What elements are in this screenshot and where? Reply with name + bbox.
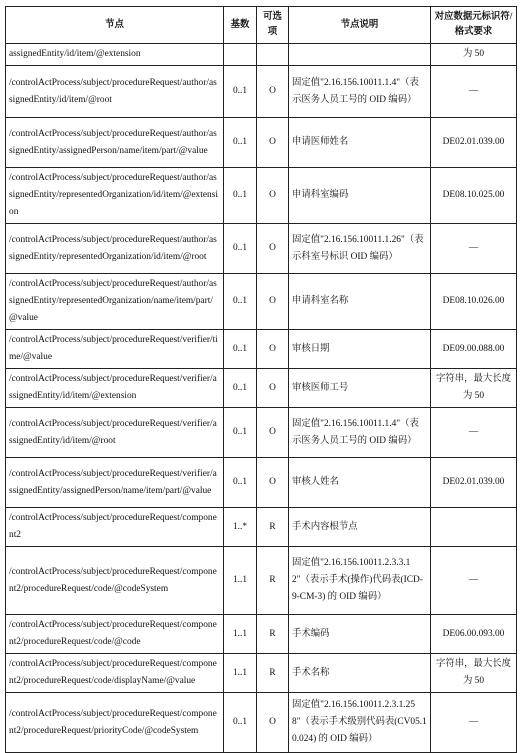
optionality: O [257,274,289,330]
node-description: 固定值"2.16.156.10011.2.3.1.258"（表示手术级别代码表(CV05.10.024) 的 OID 编码） [289,693,431,753]
data-element-id: DE08.10.025.00 [431,168,517,224]
node-description [289,44,431,66]
data-element-id: — [431,693,517,753]
table-row [6,44,517,66]
node-description: 手术名称 [289,654,431,693]
table-row [6,547,517,615]
node-description: 手术编码 [289,615,431,654]
header-standard: 对应数据元标识符/格式要求 [431,7,517,44]
node-description: 审核医师工号 [289,369,431,408]
table-row [6,458,517,508]
node-path: assignedEntity/id/item/@extension [6,44,224,66]
data-element-id [431,508,517,547]
cardinality: 0..1 [224,224,257,274]
cardinality: 0..1 [224,66,257,118]
table-row [6,508,517,547]
header-cardinality: 基数 [224,7,257,44]
data-element-id: — [431,224,517,274]
data-element-id: DE06.00.093.00 [431,615,517,654]
node-path: /controlActProcess/subject/procedureRequest/verifier/assignedEntity/id/item/@root [6,408,224,458]
cardinality: 0..1 [224,274,257,330]
header-node: 节点 [6,7,224,44]
optionality [257,44,289,66]
cardinality: 1..* [224,508,257,547]
node-description: 申请科室名称 [289,274,431,330]
data-element-id: — [431,547,517,615]
node-description: 手术内容根节点 [289,508,431,547]
node-description: 固定值"2.16.156.10011.1.4"（表示医务人员工号的 OID 编码） [289,408,431,458]
cardinality: 0..1 [224,408,257,458]
optionality: O [257,118,289,168]
optionality: O [257,458,289,508]
table-row [6,330,517,369]
optionality: O [257,66,289,118]
table-header-row [6,7,517,44]
node-description: 固定值"2.16.156.10011.1.4"（表示医务人员工号的 OID 编码） [289,66,431,118]
data-element-id: — [431,66,517,118]
node-description: 固定值"2.16.156.10011.1.26"（表示科室号标识 OID 编码） [289,224,431,274]
table-row [6,693,517,753]
cardinality: 0..1 [224,118,257,168]
table-row [6,168,517,224]
cardinality: 0..1 [224,369,257,408]
node-path: /controlActProcess/subject/procedureRequest/author/assignedEntity/representedOrganization/id/item/@extension [6,168,224,224]
node-path: /controlActProcess/subject/procedureRequest/component2/procedureRequest/code/displayName/@value [6,654,224,693]
optionality: O [257,224,289,274]
node-description: 申请科室编码 [289,168,431,224]
optionality: O [257,693,289,753]
cardinality: 1..1 [224,547,257,615]
optionality: R [257,654,289,693]
cardinality: 0..1 [224,330,257,369]
cardinality: 0..1 [224,693,257,753]
node-description: 审核日期 [289,330,431,369]
data-element-id: DE02.01.039.00 [431,118,517,168]
node-path: /controlActProcess/subject/procedureRequest/author/assignedEntity/assignedPerson/name/item/part/@value [6,118,224,168]
optionality: O [257,408,289,458]
data-element-id: — [431,408,517,458]
data-element-id: 字符串，最大长度为 50 [431,369,517,408]
cardinality: 1..1 [224,654,257,693]
node-description: 审核人姓名 [289,458,431,508]
optionality: O [257,369,289,408]
table-row [6,654,517,693]
node-path: /controlActProcess/subject/procedureRequest/verifier/assignedEntity/assignedPerson/name/item/part/@value [6,458,224,508]
node-spec-table [5,6,517,753]
table-row [6,408,517,458]
cardinality: 0..1 [224,458,257,508]
node-path: /controlActProcess/subject/procedureRequest/component2/procedureRequest/code/@code [6,615,224,654]
data-element-id: DE02.01.039.00 [431,458,517,508]
optionality: R [257,615,289,654]
header-description: 节点说明 [289,7,431,44]
optionality: O [257,168,289,224]
data-element-id: 为 50 [431,44,517,66]
cardinality: 0..1 [224,168,257,224]
table-row [6,615,517,654]
optionality: O [257,330,289,369]
node-path: /controlActProcess/subject/procedureRequest/verifier/assignedEntity/id/item/@extension [6,369,224,408]
table-row [6,369,517,408]
table-row [6,66,517,118]
table-row [6,274,517,330]
header-optional: 可选项 [257,7,289,44]
node-description: 固定值"2.16.156.10011.2.3.3.12"（表示手术(操作)代码表(ICD-9-CM-3) 的 OID 编码） [289,547,431,615]
node-path: /controlActProcess/subject/procedureRequest/component2 [6,508,224,547]
node-path: /controlActProcess/subject/procedureRequest/author/assignedEntity/id/item/@root [6,66,224,118]
data-element-id: 字符串，最大长度为 50 [431,654,517,693]
node-path: /controlActProcess/subject/procedureRequest/component2/procedureRequest/priorityCode/@codeSystem [6,693,224,753]
optionality: R [257,508,289,547]
table-row [6,118,517,168]
cardinality [224,44,257,66]
data-element-id: DE09.00.088.00 [431,330,517,369]
node-description: 申请医师姓名 [289,118,431,168]
data-element-id: DE08.10.026.00 [431,274,517,330]
node-path: /controlActProcess/subject/procedureRequest/component2/procedureRequest/code/@codeSystem [6,547,224,615]
node-path: /controlActProcess/subject/procedureRequest/author/assignedEntity/representedOrganization/name/item/part/@value [6,274,224,330]
node-path: /controlActProcess/subject/procedureRequest/verifier/time/@value [6,330,224,369]
optionality: R [257,547,289,615]
cardinality: 1..1 [224,615,257,654]
node-path: /controlActProcess/subject/procedureRequest/author/assignedEntity/representedOrganization/id/item/@root [6,224,224,274]
table-row [6,224,517,274]
